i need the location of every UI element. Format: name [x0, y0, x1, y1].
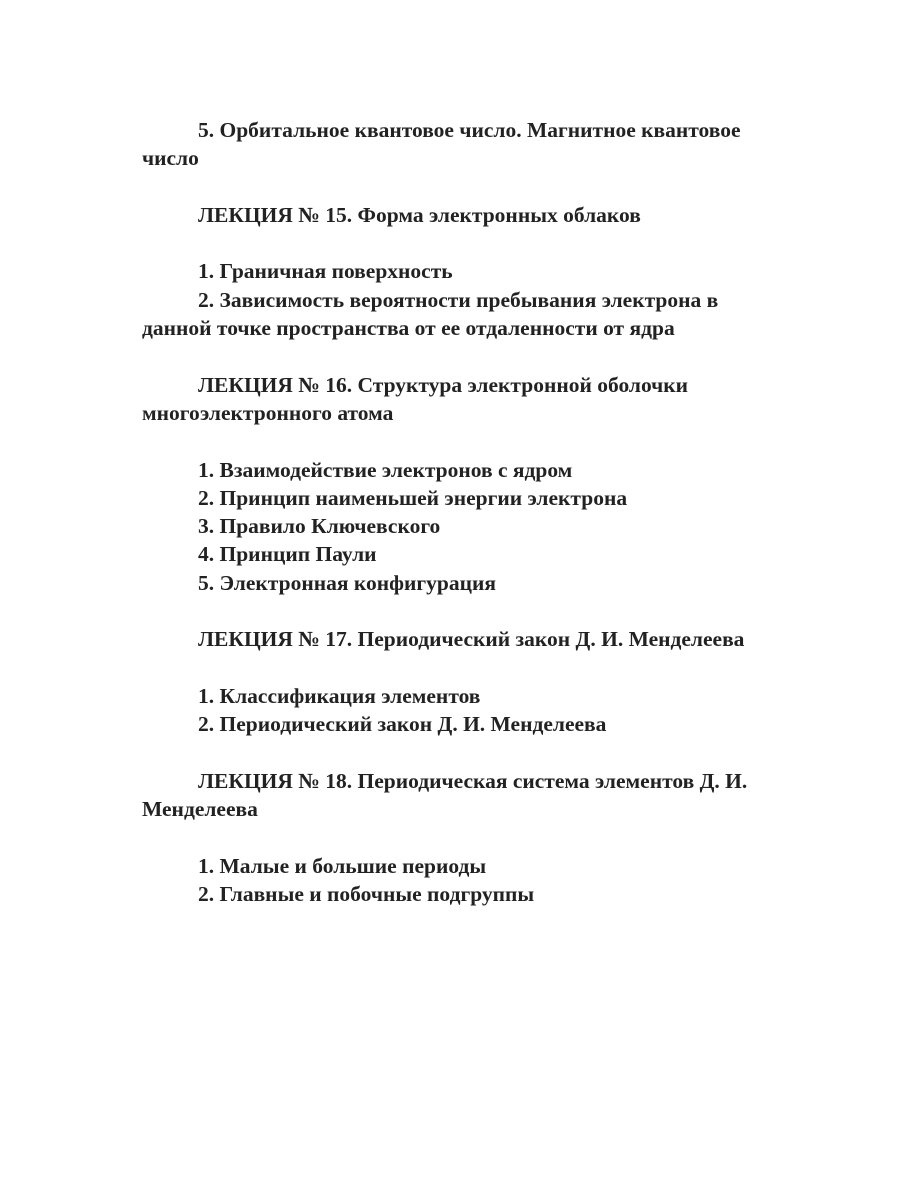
list-item: 3. Правило Ключевского	[198, 514, 441, 539]
lecture-heading-15: ЛЕКЦИЯ № 15. Форма электронных облаков	[198, 202, 641, 227]
list-item: 2. Периодический закон Д. И. Менделеева	[198, 712, 607, 737]
spacer	[142, 739, 762, 767]
list-item: 2. Зависимость вероятности пребывания электрона в данной точке пространства от ее отдаленности от ядра	[142, 287, 719, 341]
list-item: 5. Электронная конфигурация	[198, 570, 496, 595]
list-item: 1. Малые и большие периоды	[198, 853, 487, 878]
list-item: 1. Граничная поверхность	[198, 259, 453, 284]
spacer	[142, 823, 762, 851]
spacer	[142, 597, 762, 625]
spacer	[142, 229, 762, 257]
lecture-heading-18: ЛЕКЦИЯ № 18. Периодическая система элементов Д. И. Менделеева	[142, 768, 748, 822]
spacer	[142, 654, 762, 682]
list-item: 5. Орбитальное квантовое число. Магнитное квантовое число	[142, 118, 741, 171]
spacer	[142, 342, 762, 370]
list-item: 1. Классификация элементов	[198, 683, 481, 708]
list-item: 2. Главные и побочные подгруппы	[198, 882, 535, 907]
spacer	[142, 427, 762, 455]
list-item: 2. Принцип наименьшей энергии электрона	[198, 485, 628, 510]
lecture-heading-17: ЛЕКЦИЯ № 17. Периодический закон Д. И. Менделеева	[198, 627, 745, 652]
list-item: 4. Принцип Паули	[198, 542, 377, 567]
table-of-contents	[142, 116, 762, 908]
spacer	[142, 173, 762, 201]
lecture-heading-16: ЛЕКЦИЯ № 16. Структура электронной оболочки многоэлектронного атома	[142, 372, 689, 425]
list-item: 1. Взаимодействие электронов с ядром	[198, 457, 573, 482]
